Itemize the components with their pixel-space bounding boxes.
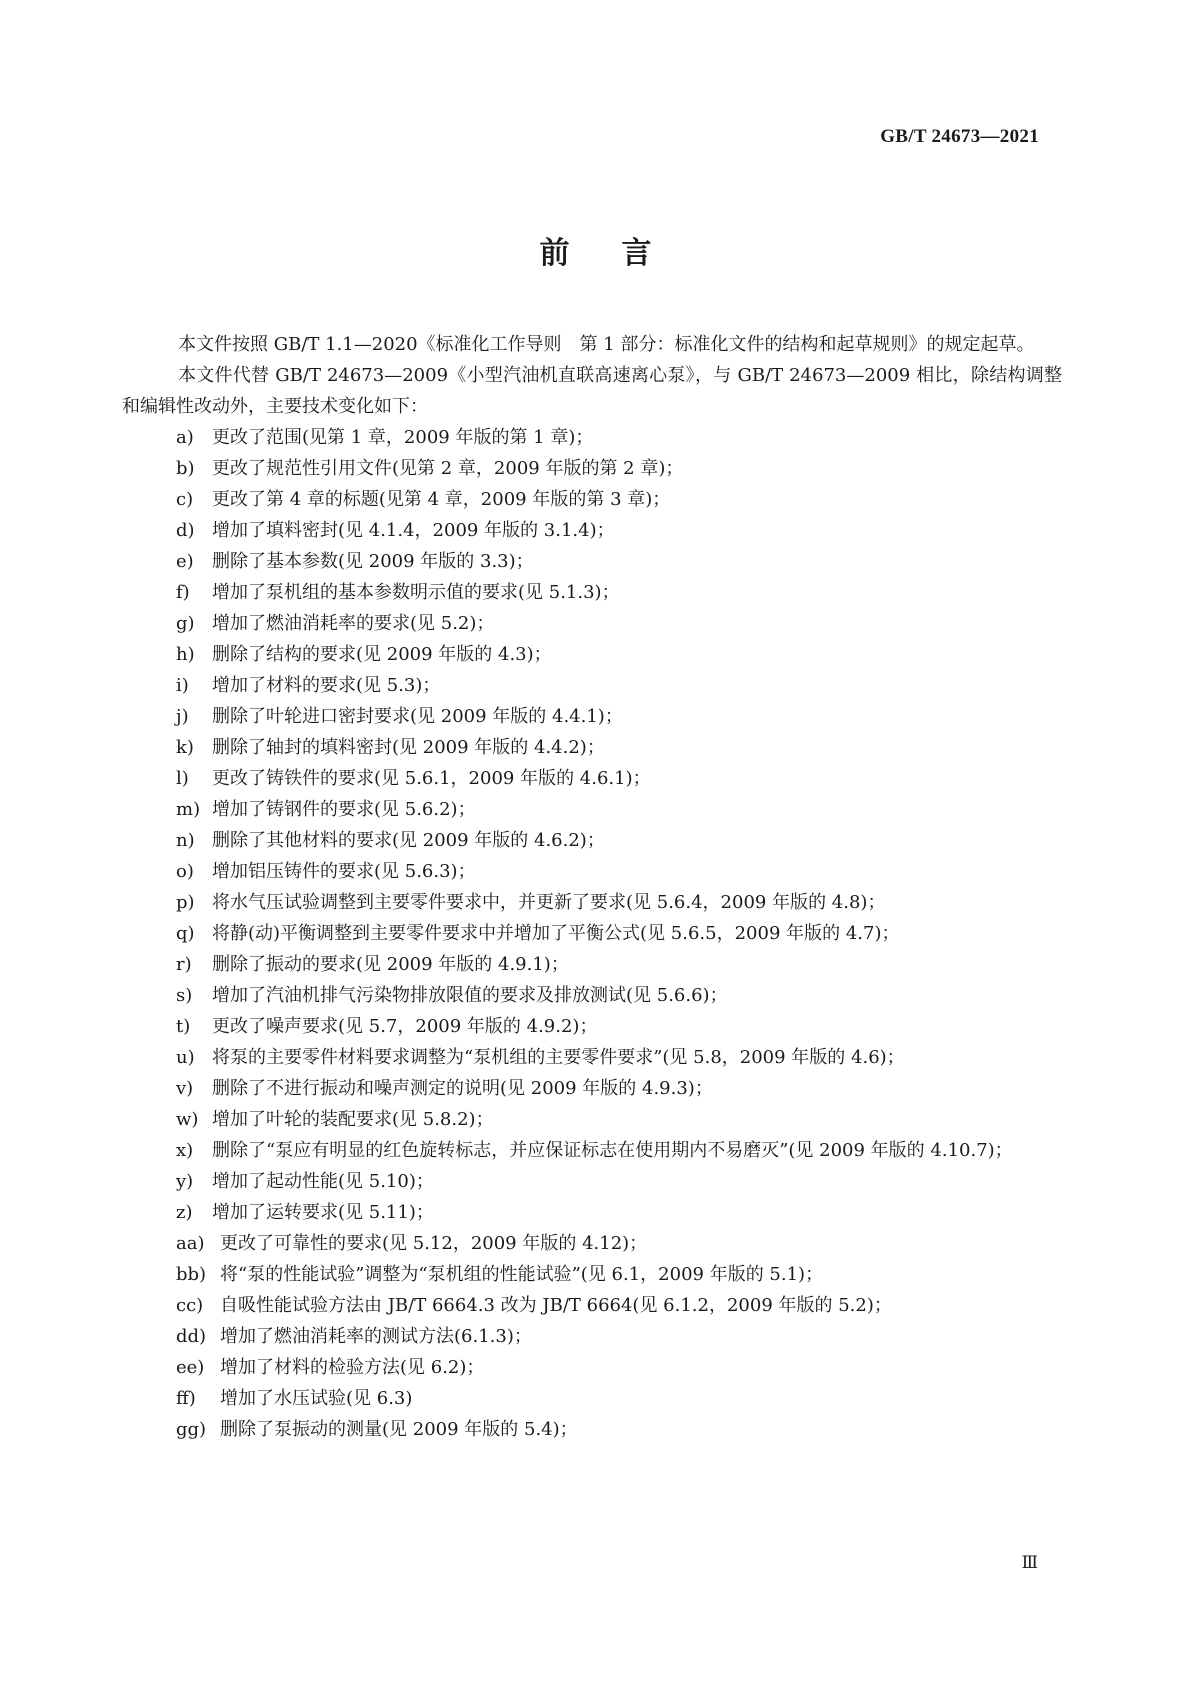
list-item-text: 更改了可靠性的要求(见 5.12，2009 年版的 4.12)； xyxy=(220,1233,648,1254)
list-item xyxy=(122,422,1062,453)
list-item-label: o) xyxy=(176,861,194,882)
list-item-text: 增加了燃油消耗率的要求(见 5.2)； xyxy=(212,613,495,634)
list-item xyxy=(122,1290,1062,1321)
list-item xyxy=(122,825,1062,856)
list-item-text: 更改了噪声要求(见 5.7，2009 年版的 4.9.2)； xyxy=(212,1016,598,1037)
list-item-text: 将“泵的性能试验”调整为“泵机组的性能试验”(见 6.1，2009 年版的 5.1)； xyxy=(220,1264,824,1285)
page-title: 前言 xyxy=(539,236,704,271)
list-item-text: 更改了规范性引用文件(见第 2 章，2009 年版的第 2 章)； xyxy=(212,458,684,479)
list-item-text: 删除了轴封的填料密封(见 2009 年版的 4.4.2)； xyxy=(212,737,605,758)
list-item xyxy=(122,856,1062,887)
list-item-label: s) xyxy=(176,985,193,1006)
list-item xyxy=(122,1414,1062,1445)
list-item-text: 增加了起动性能(见 5.10)； xyxy=(212,1171,434,1192)
replacement-paragraph: 本文件代替 GB/T 24673—2009《小型汽油机直联高速离心泵》，与 GB/T 24673—2009 相比，除结构调整和编辑性改动外，主要技术变化如下： xyxy=(122,365,1062,417)
list-item-label: gg) xyxy=(176,1419,207,1440)
list-item-text: 将静(动)平衡调整到主要零件要求中并增加了平衡公式(见 5.6.5，2009 年版的 4.7)； xyxy=(212,923,900,944)
list-item xyxy=(122,1104,1062,1135)
list-item-text: 删除了结构的要求(见 2009 年版的 4.3)； xyxy=(212,644,552,665)
list-item-text: 增加了填料密封(见 4.1.4，2009 年版的 3.1.4)； xyxy=(212,520,615,541)
list-item-text: 删除了叶轮进口密封要求(见 2009 年版的 4.4.1)； xyxy=(212,706,623,727)
list-item xyxy=(122,949,1062,980)
list-item-label: d) xyxy=(176,520,195,541)
list-item xyxy=(122,1166,1062,1197)
list-item-label: e) xyxy=(176,551,194,572)
list-item-text: 自吸性能试验方法由 JB/T 6664.3 改为 JB/T 6664(见 6.1.2，2009 年版的 5.2)； xyxy=(220,1295,892,1316)
list-item-text: 增加了泵机组的基本参数明示值的要求(见 5.1.3)； xyxy=(212,582,620,603)
list-item-text: 删除了振动的要求(见 2009 年版的 4.9.1)； xyxy=(212,954,569,975)
list-item xyxy=(122,980,1062,1011)
list-item-label: r) xyxy=(176,954,192,975)
changes-list xyxy=(122,422,1062,1445)
list-item xyxy=(122,515,1062,546)
list-item xyxy=(122,639,1062,670)
list-item-text: 增加了燃油消耗率的测试方法(6.1.3)； xyxy=(220,1326,532,1347)
list-item xyxy=(122,1011,1062,1042)
list-item xyxy=(122,577,1062,608)
list-item-text: 删除了基本参数(见 2009 年版的 3.3)； xyxy=(212,551,534,572)
list-item xyxy=(122,453,1062,484)
list-item xyxy=(122,732,1062,763)
list-item-label: w) xyxy=(176,1109,199,1130)
list-item-label: u) xyxy=(176,1047,195,1068)
list-item-label: v) xyxy=(176,1078,194,1099)
list-item-text: 增加了材料的检验方法(见 6.2)； xyxy=(220,1357,485,1378)
list-item-text: 增加了材料的要求(见 5.3)； xyxy=(212,675,441,696)
list-item xyxy=(122,1352,1062,1383)
list-item-text: 增加了运转要求(见 5.11)； xyxy=(212,1202,434,1223)
list-item-label: ee) xyxy=(176,1357,205,1378)
list-item xyxy=(122,546,1062,577)
list-item xyxy=(122,794,1062,825)
list-item-text: 增加了水压试验(见 6.3) xyxy=(220,1388,413,1409)
list-item-label: bb) xyxy=(176,1264,207,1285)
list-item-label: f) xyxy=(176,582,190,603)
list-item-text: 增加了汽油机排气污染物排放限值的要求及排放测试(见 5.6.6)； xyxy=(212,985,728,1006)
list-item xyxy=(122,887,1062,918)
list-item-text: 删除了泵振动的测量(见 2009 年版的 5.4)； xyxy=(220,1419,578,1440)
list-item-label: a) xyxy=(176,427,194,448)
list-item-label: b) xyxy=(176,458,195,479)
list-item-text: 增加铝压铸件的要求(见 5.6.3)； xyxy=(212,861,476,882)
list-item xyxy=(122,1259,1062,1290)
list-item xyxy=(122,1073,1062,1104)
list-item xyxy=(122,1321,1062,1352)
list-item-label: z) xyxy=(176,1202,193,1223)
list-item xyxy=(122,1228,1062,1259)
list-item-label: dd) xyxy=(176,1326,207,1347)
intro-paragraph: 本文件按照 GB/T 1.1—2020《标准化工作导则 第 1 部分：标准化文件的结构和起草规则》的规定起草。 xyxy=(178,334,1035,355)
list-item-label: n) xyxy=(176,830,195,851)
list-item-text: 删除了其他材料的要求(见 2009 年版的 4.6.2)； xyxy=(212,830,605,851)
list-item-label: j) xyxy=(176,706,189,727)
list-item xyxy=(122,763,1062,794)
standard-number: GB/T 24673—2021 xyxy=(880,126,1039,147)
list-item-text: 将水气压试验调整到主要零件要求中，并更新了要求(见 5.6.4，2009 年版的 4.8)； xyxy=(212,892,886,913)
list-item-text: 删除了不进行振动和噪声测定的说明(见 2009 年版的 4.9.3)； xyxy=(212,1078,713,1099)
list-item-label: p) xyxy=(176,892,195,913)
list-item-text: 删除了“泵应有明显的红色旋转标志，并应保证标志在使用期内不易磨灭”(见 2009 年版的 4.10.7)； xyxy=(212,1140,1013,1161)
list-item xyxy=(122,670,1062,701)
list-item-text: 更改了铸铁件的要求(见 5.6.1，2009 年版的 4.6.1)； xyxy=(212,768,651,789)
list-item xyxy=(122,1383,1062,1414)
list-item xyxy=(122,484,1062,515)
list-item-label: q) xyxy=(176,923,195,944)
list-item-label: h) xyxy=(176,644,195,665)
list-item-label: i) xyxy=(176,675,189,696)
list-item-label: k) xyxy=(176,737,194,758)
document-body xyxy=(122,329,1062,1445)
list-item-text: 增加了叶轮的装配要求(见 5.8.2)； xyxy=(212,1109,494,1130)
list-item-label: cc) xyxy=(176,1295,204,1316)
list-item xyxy=(122,1135,1062,1166)
list-item-text: 更改了第 4 章的标题(见第 4 章，2009 年版的第 3 章)； xyxy=(212,489,671,510)
list-item-label: l) xyxy=(176,768,189,789)
list-item-label: aa) xyxy=(176,1233,205,1254)
list-item-text: 增加了铸钢件的要求(见 5.6.2)； xyxy=(212,799,476,820)
list-item-label: y) xyxy=(176,1171,194,1192)
list-item xyxy=(122,918,1062,949)
list-item-label: ff) xyxy=(176,1388,196,1409)
list-item-text: 更改了范围(见第 1 章，2009 年版的第 1 章)； xyxy=(212,427,594,448)
list-item-text: 将泵的主要零件材料要求调整为“泵机组的主要零件要求”(见 5.8，2009 年版的 4.6)； xyxy=(212,1047,905,1068)
list-item-label: g) xyxy=(176,613,195,634)
list-item xyxy=(122,1197,1062,1228)
list-item xyxy=(122,1042,1062,1073)
list-item-label: m) xyxy=(176,799,201,820)
page-number: Ⅲ xyxy=(1021,1553,1038,1572)
list-item-label: t) xyxy=(176,1016,191,1037)
list-item xyxy=(122,608,1062,639)
list-item-label: x) xyxy=(176,1140,194,1161)
list-item-label: c) xyxy=(176,489,194,510)
list-item xyxy=(122,701,1062,732)
